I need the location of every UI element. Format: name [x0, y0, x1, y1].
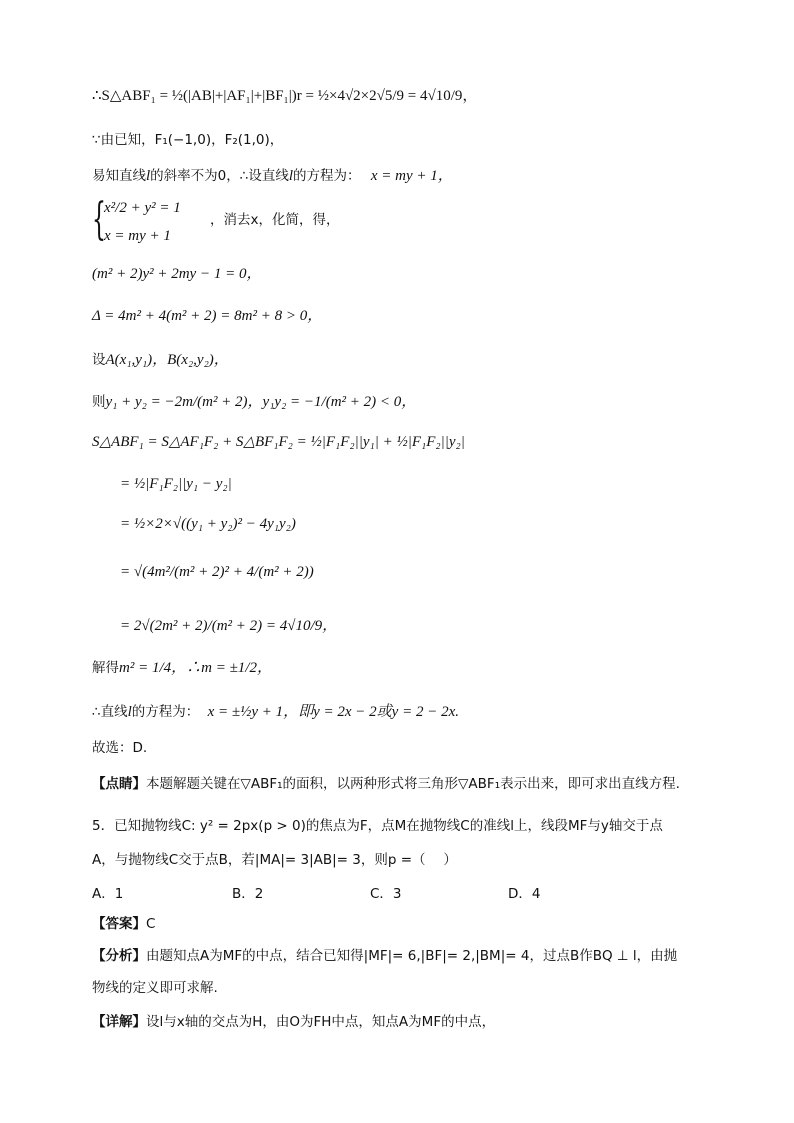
- analysis-line-1: 【分析】由题知点A为MF的中点，结合已知得|MF|= 6,|BF|= 2,|BM|= 4，过点B作BQ ⊥ l，由抛: [92, 948, 678, 964]
- area-step-1: = ½|F₁F₂||y₁ − y₂|: [120, 476, 232, 492]
- option-c: C．3: [370, 886, 402, 902]
- area-step-4: = 2√(2m² + 2)/(m² + 2) = 4√10/9，: [120, 618, 338, 634]
- line-equation-setup: 易知直线l的斜率不为0，∴设直线l的方程为： x = my + 1，: [92, 168, 453, 184]
- question-5-line-1: 5．已知抛物线C: y² = 2px(p > 0)的焦点为F，点M在抛物线C的准线l上，线段MF与y轴交于点: [92, 818, 663, 834]
- line-result: ∴直线l的方程为： x = ±½y + 1，即y = 2x − 2或y = 2 − 2x.: [92, 704, 459, 720]
- option-d: D．4: [508, 886, 541, 902]
- area-step-2: = ½×2×√((y₁ + y₂)² − 4y₁y₂): [120, 516, 296, 532]
- option-a: A．1: [92, 886, 124, 902]
- detail-tag: 【详解】: [92, 1014, 146, 1030]
- solve-m-line: 解得m² = 1/4，∴m = ±1/2，: [92, 660, 272, 676]
- analysis-line-2: 物线的定义即可求解.: [92, 980, 218, 996]
- discriminant-line: Δ = 4m² + 4(m² + 2) = 8m² + 8 > 0，: [92, 308, 323, 324]
- area-step-3: = √(4m²/(m² + 2)² + 4/(m² + 2)): [120, 564, 314, 580]
- analysis-tag: 【分析】: [92, 948, 146, 964]
- system-brace: {: [92, 194, 106, 245]
- area-formula-line: ∴S△ABF₁ = ½(|AB|+|AF₁|+|BF₁|)r = ½×4√2×2√5/9 = 4√10/9，: [92, 88, 478, 104]
- remark-tag: 【点睛】: [92, 776, 146, 792]
- area-split-line: S△ABF₁ = S△AF₁F₂ + S△BF₁F₂ = ½|F₁F₂||y₁| + ½|F₁F₂||y₂|: [92, 434, 465, 450]
- question-5-line-2: A，与抛物线C交于点B，若|MA|= 3|AB|= 3，则p =（ ）: [92, 852, 457, 868]
- system-equation-top: x²/2 + y² = 1: [104, 200, 181, 216]
- vieta-line: 则y₁ + y₂ = −2m/(m² + 2)，y₁y₂ = −1/(m² + 2) < 0，: [92, 394, 417, 410]
- answer-line: 【答案】C: [92, 916, 156, 932]
- system-tail: ，消去x，化简，得，: [210, 212, 340, 228]
- foci-line: ∵由已知，F₁(−1,0)，F₂(1,0)，: [92, 132, 284, 148]
- quadratic-line: (m² + 2)y² + 2my − 1 = 0，: [92, 266, 262, 282]
- system-equation-bottom: x = my + 1: [104, 228, 171, 244]
- detail-line: 【详解】设l与x轴的交点为H，由O为FH中点，知点A为MF的中点，: [92, 1014, 496, 1030]
- points-setup-line: 设A(x₁,y₁)，B(x₂,y₂)，: [92, 352, 229, 368]
- remark-line: 【点睛】本题解题关键在▽ABF₁的面积，以两种形式将三角形▽ABF₁表示出来，即可求出直线方程.: [92, 776, 680, 792]
- answer-choice-line: 故选：D.: [92, 740, 148, 756]
- answer-tag: 【答案】: [92, 916, 146, 932]
- option-b: B．2: [232, 886, 264, 902]
